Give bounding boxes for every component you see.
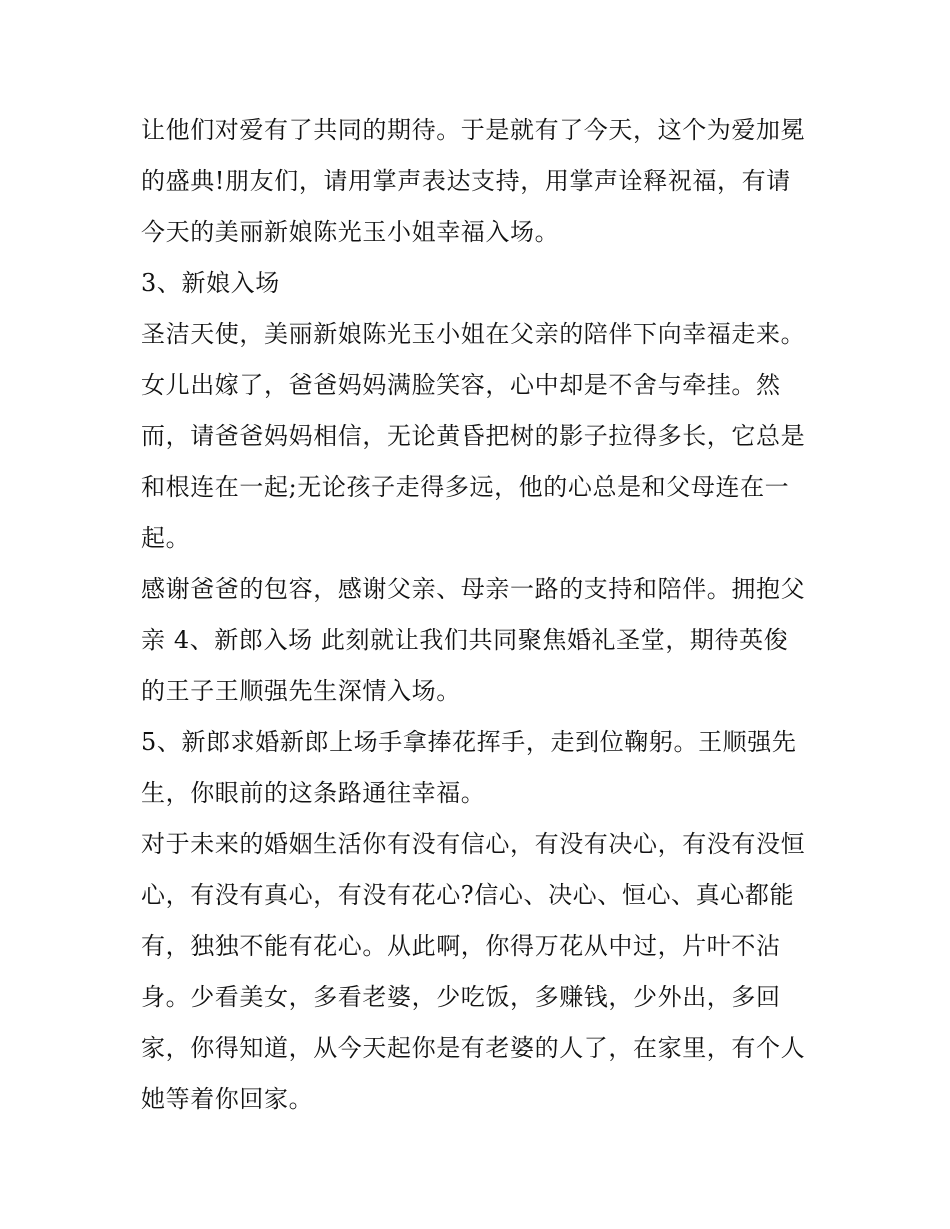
paragraph-bride-entrance [141,309,821,564]
text-line: 5、新郎求婚新郎上场手拿捧花挥手，走到位鞠躬。王顺强先 [141,728,797,756]
text-line: 她等着你回家。 [141,1085,314,1113]
text-line: 心，有没有真心，有没有花心?信心、决心、恒心、真心都能 [141,881,795,909]
text-line: 家，你得知道，从今天起你是有老婆的人了，在家里，有个人 [141,1034,806,1062]
text-line: 对于未来的婚姻生活你有没有信心，有没有决心，有没有没恒 [141,830,806,858]
section-heading-bride-entrance [141,258,821,309]
text-line: 的盛典!朋友们，请用掌声表达支持，用掌声诠释祝福，有请 [141,167,791,195]
paragraph-groom-entrance [141,564,821,717]
body-text [141,105,821,1125]
text-line: 亲 4、新郎入场 此刻就让我们共同聚焦婚礼圣堂，期待英俊 [141,626,789,654]
text-line: 今天的美丽新娘陈光玉小姐幸福入场。 [141,218,560,246]
paragraph-proposal [141,717,821,819]
text-line: 而，请爸爸妈妈相信，无论黄昏把树的影子拉得多长，它总是 [141,422,806,450]
text-line: 的王子王顺强先生深情入场。 [141,677,461,705]
paragraph-invitation [141,105,821,258]
text-line: 有，独独不能有花心。从此啊，你得万花从中过，片叶不沾 [141,932,781,960]
text-line: 3、新娘入场 [141,269,280,297]
text-line: 和根连在一起;无论孩子走得多远，他的心总是和父母连在一 [141,473,790,501]
text-line: 女儿出嫁了，爸爸妈妈满脸笑容，心中却是不舍与牵挂。然 [141,371,781,399]
text-line: 让他们对爱有了共同的期待。于是就有了今天，这个为爱加冕 [141,116,806,144]
text-line: 生，你眼前的这条路通往幸福。 [141,779,486,807]
paragraph-vows [141,819,821,1125]
text-line: 圣洁天使，美丽新娘陈光玉小姐在父亲的陪伴下向幸福走来。 [141,320,806,348]
text-line: 起。 [141,524,191,552]
text-line: 身。少看美女，多看老婆，少吃饭，多赚钱，少外出，多回 [141,983,781,1011]
text-line: 感谢爸爸的包容，感谢父亲、母亲一路的支持和陪伴。拥抱父 [141,575,806,603]
